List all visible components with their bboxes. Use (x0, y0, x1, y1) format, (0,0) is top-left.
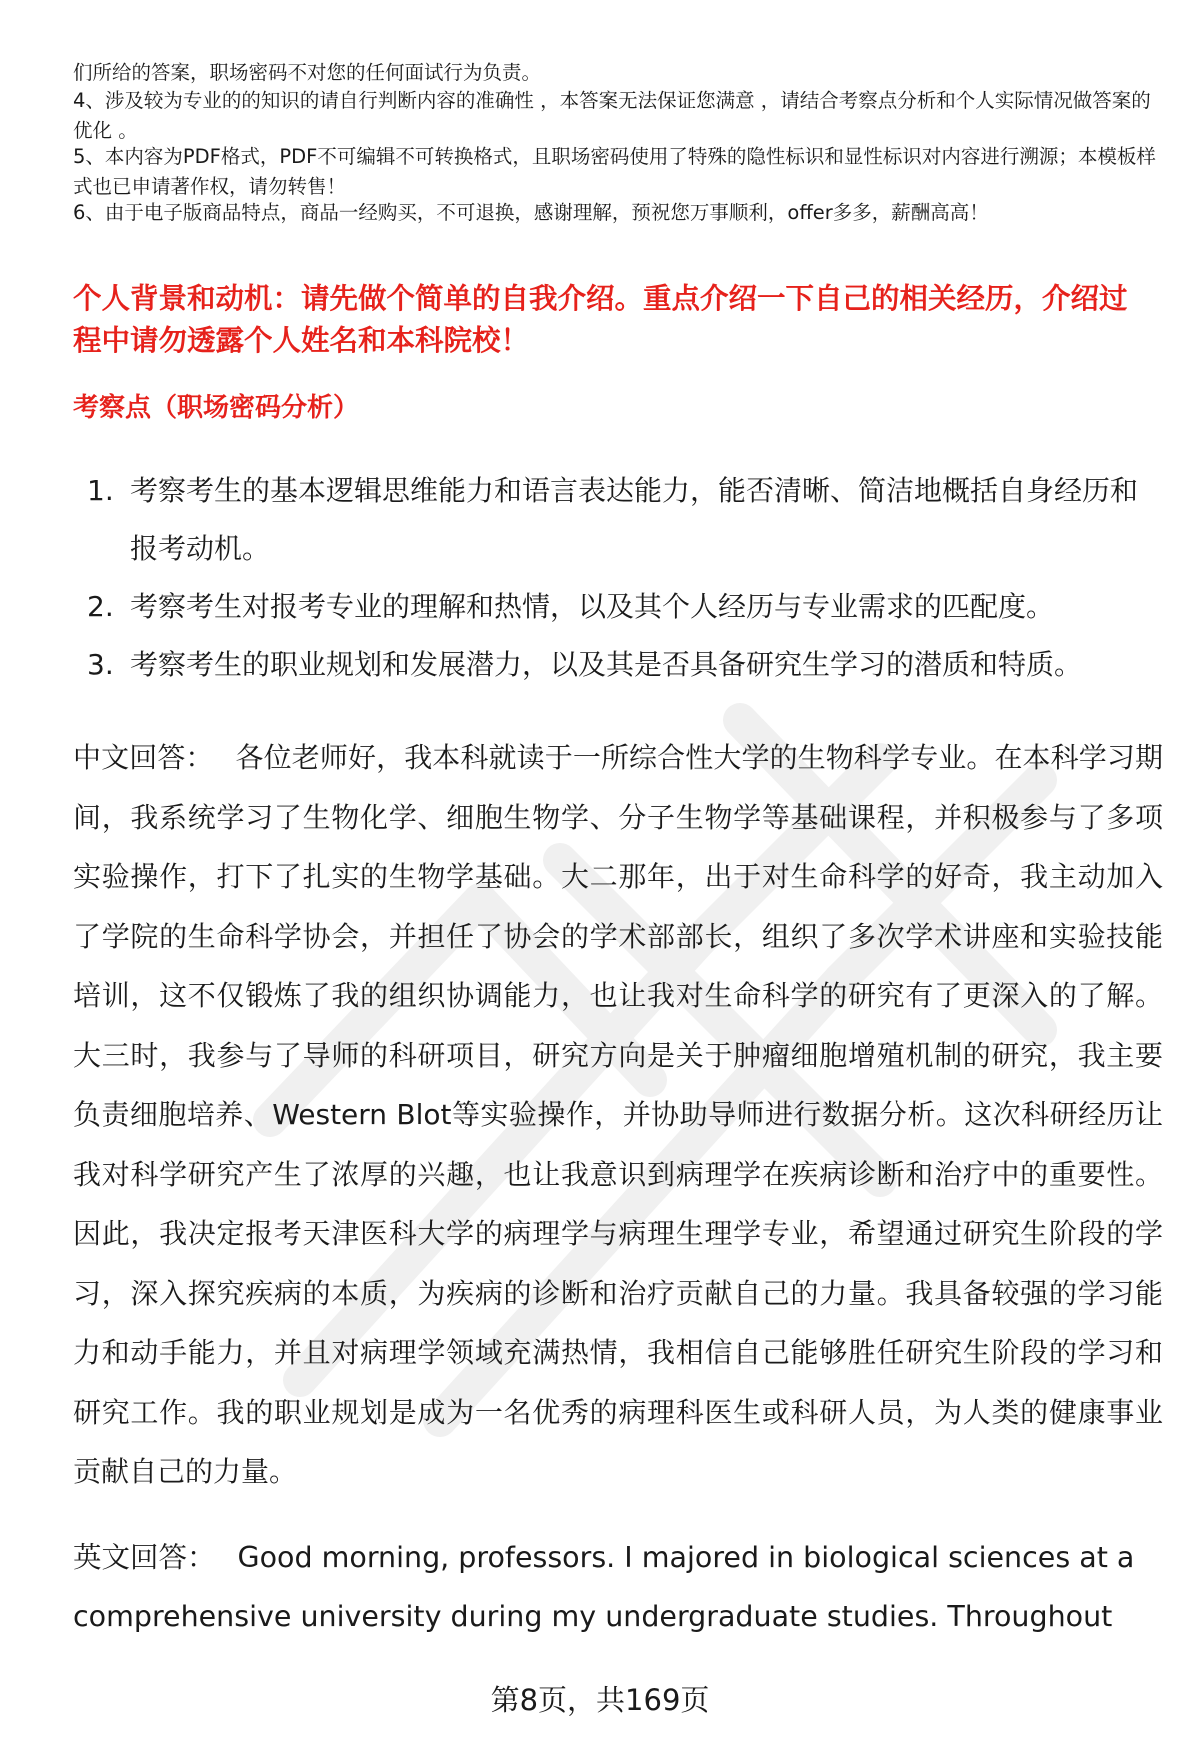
assessment-points-title: 考察点（职场密码分析） (73, 393, 360, 423)
chinese-answer-text: 各位老师好，我本科就读于一所综合性大学的生物科学专业。在本科学习期间，我系统学习了生物化学、细胞生物学、分子生物学等基础课程，并积极参与了多项实验操作，打下了扎实的生物学基础。大二那年，出于对生命科学的好奇，我主动加入了学院的生命科学协会，并担任了协会的学术部部长，组织了多次学术讲座和实验技能培训，这不仅锻炼了我的组织协调能力，也让我对生命科学的研究有了更深入的了解。大三时，我参与了导师的科研项目，研究方向是关于肿瘤细胞增殖机制的研究，我主要负责细胞培养、Western Blot等实验操作，并协助导师进行数据分析。这次科研经历让我对科学研究产生了浓厚的兴趣，也让我意识到病理学在疾病诊断和治疗中的重要性。因此，我决定报考天津医科大学的病理学与病理生理学专业，希望通过研究生阶段的学习，深入探究疾病的本质，为疾病的诊断和治疗贡献自己的力量。我具备较强的学习能力和动手能力，并且对病理学领域充满热情，我相信自己能够胜任研究生阶段的学习和研究工作。我的职业规划是成为一名优秀的病理科医生或科研人员，为人类的健康事业贡献自己的力量。 (73, 741, 1163, 1488)
notice-line-1: 们所给的答案，职场密码不对您的任何面试行为负责。 (73, 61, 542, 84)
page-number-footer: 第8页，共169页 (490, 1683, 710, 1717)
point-text: 考察考生的职业规划和发展潜力，以及其是否具备研究生学习的潜质和特质。 (130, 648, 1083, 681)
assessment-points-list (73, 462, 1163, 694)
english-answer-text: Good morning, professors. I majored in biological sciences at a comprehensive university during my undergraduate studies. Throughout (73, 1541, 1135, 1633)
chinese-answer-label: 中文回答： (73, 741, 214, 774)
point-number: 1. (87, 474, 114, 507)
point-text: 考察考生对报考专业的理解和热情，以及其个人经历与专业需求的匹配度。 (130, 590, 1055, 623)
point-text: 考察考生的基本逻辑思维能力和语言表达能力，能否清晰、简洁地概括自身经历和报考动机。 (130, 474, 1139, 565)
point-number: 3. (87, 648, 114, 681)
notice-item-5: 5、本内容为PDF格式，PDF不可编辑不可转换格式，且职场密码使用了特殊的隐性标识和显性标识对内容进行溯源；本模板样式也已申请著作权，请勿转售！ (73, 145, 1156, 198)
english-answer (73, 1528, 1163, 1646)
assessment-point (73, 636, 1163, 694)
assessment-point (73, 578, 1163, 636)
notice-item-6: 6、由于电子版商品特点，商品一经购买，不可退换，感谢理解，预祝您万事顺利，offer多多，薪酬高高！ (73, 201, 989, 224)
assessment-point (73, 462, 1163, 578)
notice-item-4: 4、涉及较为专业的的知识的请自行判断内容的准确性 ，本答案无法保证您满意 ，请结合考察点分析和个人实际情况做答案的优化 。 (73, 89, 1151, 142)
chinese-answer (73, 728, 1163, 1502)
english-answer-label: 英文回答： (73, 1541, 216, 1574)
question-heading: 个人背景和动机：请先做个简单的自我介绍。重点介绍一下自己的相关经历，介绍过程中请勿透露个人姓名和本科院校！ (73, 282, 1128, 357)
point-number: 2. (87, 590, 114, 623)
